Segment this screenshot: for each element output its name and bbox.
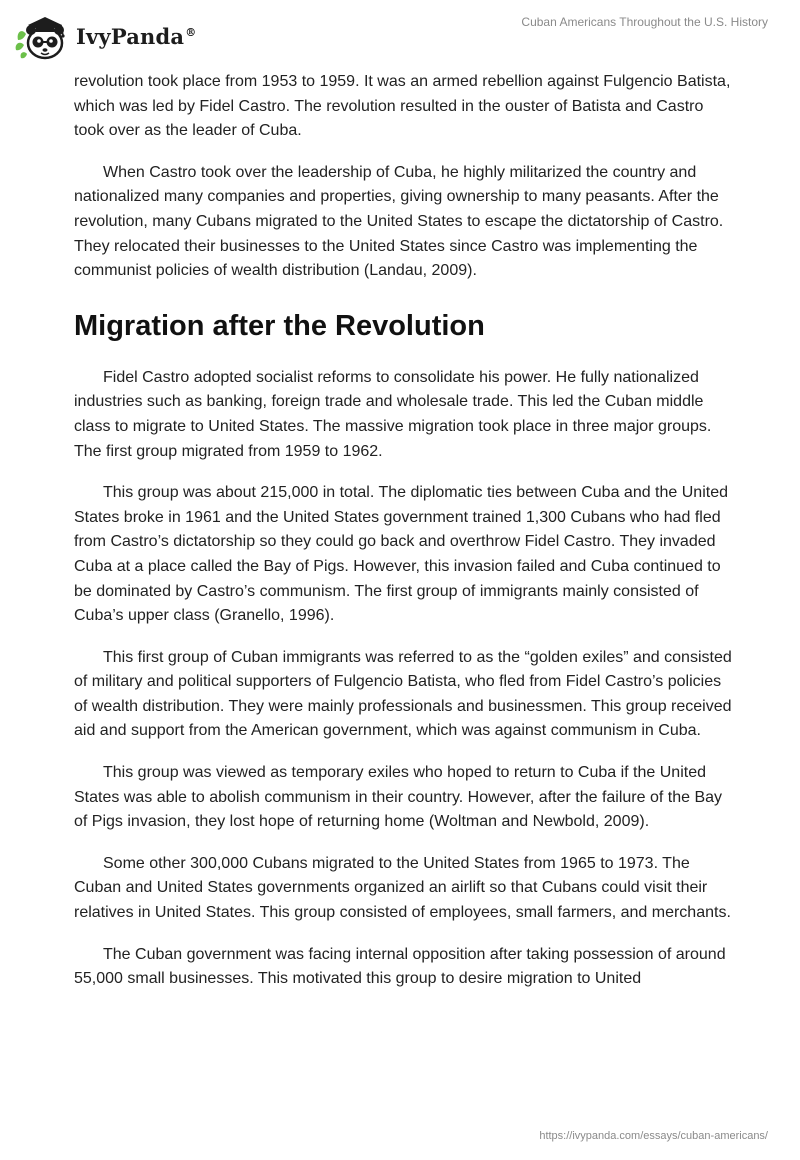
paragraph: Fidel Castro adopted socialist reforms to consolidate his power. He fully nationalized industries such as banking, foreign trade and wholesale trade. This led the Cuban middle class to migrate to United States. The massive migration took place in three major groups. The first group migrated from 1959 to 1962.	[74, 368, 712, 460]
paragraph: This group was about 215,000 in total. The diplomatic ties between Cuba and the United States broke in 1961 and the United States government trained 1,300 Cubans who had fled from Castro’s dictatorship so they could go back and overthrow Fidel Castro. They invaded Cuba at a place called the Bay of Pigs. However, this invasion failed and Cuba continued to be dominated by Castro’s communism. The first group of immigrants mainly consisted of Cuba’s upper class (Granello, 1996).	[74, 484, 728, 625]
registered-mark: ®	[185, 25, 197, 39]
paragraph: revolution took place from 1953 to 1959. It was an armed rebellion against Fulgencio Batista, which was led by Fidel Castro. The revolution resulted in the ouster of Batista and Castro took over as the leader of Cuba.	[74, 73, 731, 140]
page-header	[0, 0, 800, 70]
logo-wordmark: IvyPanda®	[76, 23, 197, 49]
paragraph: The Cuban government was facing internal opposition after taking possession of around 55,000 small businesses. This motivated this group to desire migration to United	[74, 945, 726, 988]
paragraph: Some other 300,000 Cubans migrated to the United States from 1965 to 1973. The Cuban and United States governments organized an airlift so that Cubans could visit their relatives in United States. This group consisted of employees, small farmers, and merchants.	[74, 854, 731, 922]
paragraph: This first group of Cuban immigrants was referred to as the “golden exiles” and consisted of military and political supporters of Fulgencio Batista, who fled from Fidel Castro’s policies of wealth distribution. They were mainly professionals and businessmen. This group received aid and support from the American government, which was against communism in Cuba.	[74, 648, 732, 740]
paragraph: This group was viewed as temporary exiles who hoped to return to Cuba if the United States was able to abolish communism in their country. However, after the failure of the Bay of Pigs invasion, they lost hope of returning home (Woltman and Newbold, 2009).	[74, 764, 723, 831]
document-title: Cuban Americans Throughout the U.S. History	[521, 15, 768, 29]
section-heading: Migration after the Revolution	[74, 309, 485, 342]
source-url[interactable]: https://ivypanda.com/essays/cuban-americans/	[539, 1130, 768, 1142]
panda-graduate-icon	[14, 10, 70, 62]
paragraph: When Castro took over the leadership of Cuba, he highly militarized the country and nationalized many companies and properties, giving ownership to many peasants. After the revolution, many Cubans migrated to the United States to escape the dictatorship of Castro. They relocated their businesses to the United States since Castro was implementing the communist policies of wealth distribution (Landau, 2009).	[74, 163, 724, 280]
essay-body	[74, 70, 734, 1009]
ivypanda-logo[interactable]	[14, 10, 196, 62]
